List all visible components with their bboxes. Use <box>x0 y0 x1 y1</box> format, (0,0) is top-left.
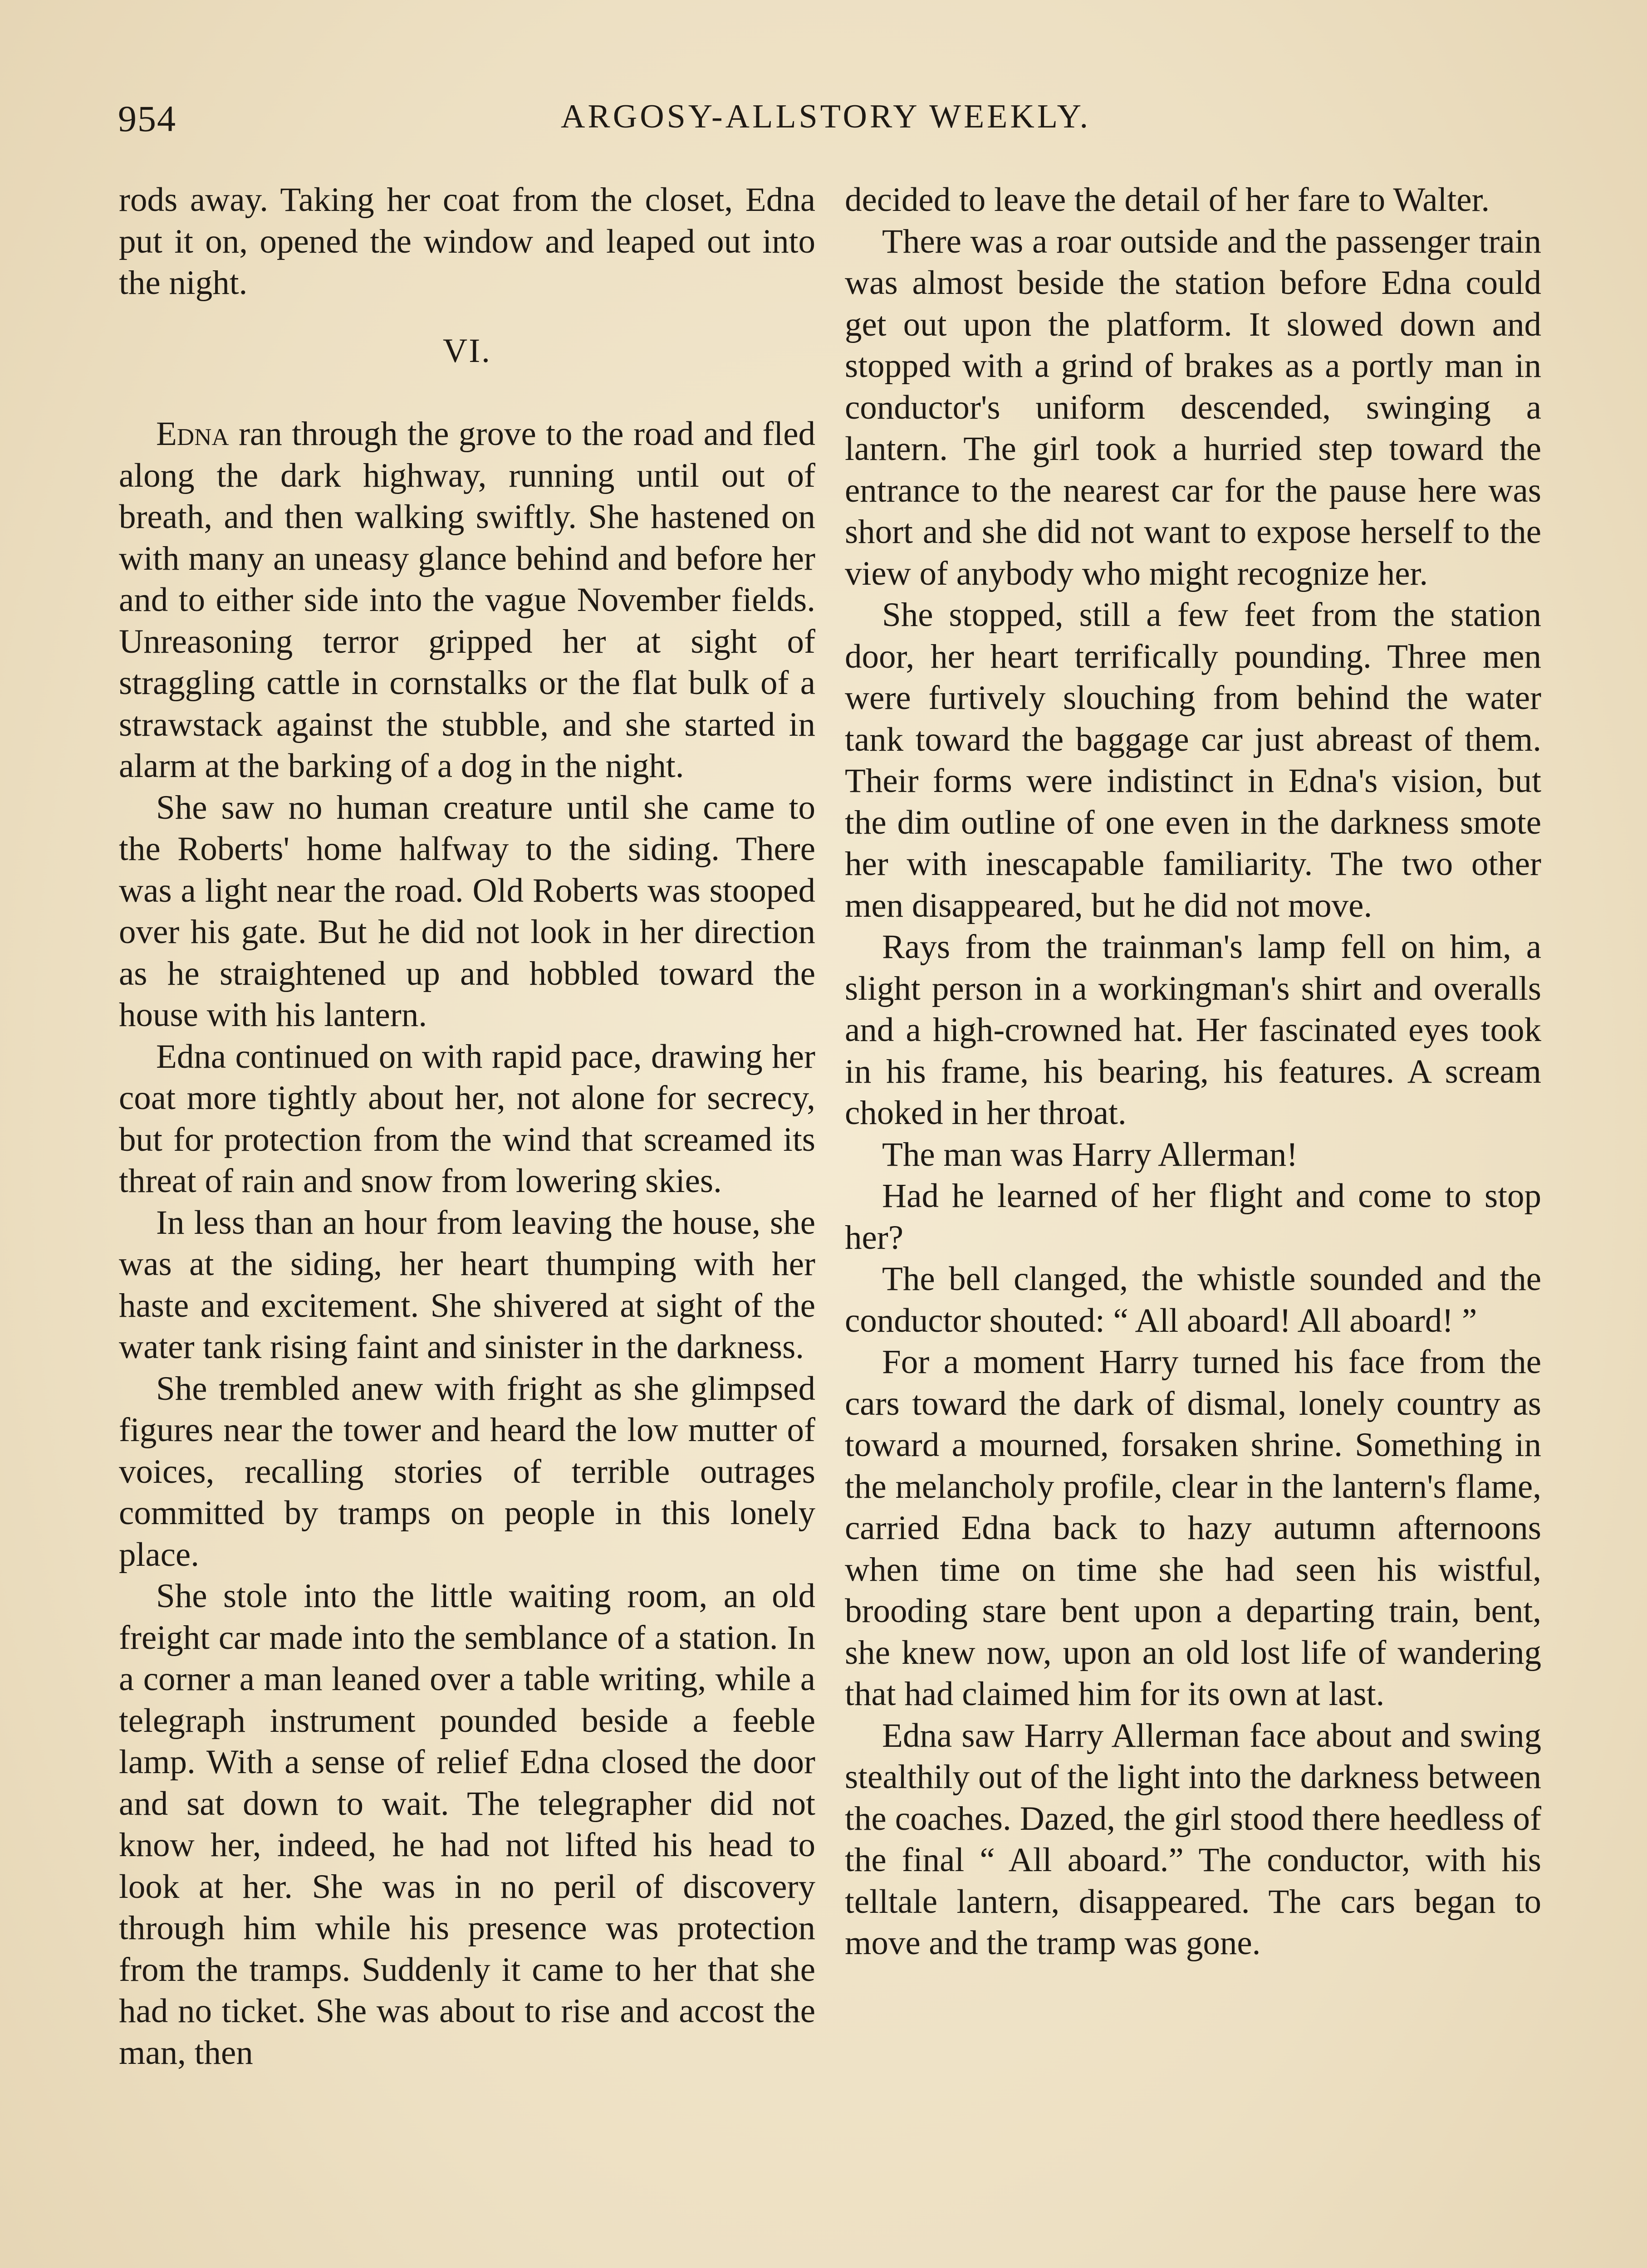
paragraph: decided to leave the detail of her fare to Walter. <box>845 181 1490 219</box>
page-number: 954 <box>118 98 176 139</box>
paragraph: Edna saw Harry Allerman face about and swing stealthily out of the light into the darkness between the coaches. Dazed, the girl stood there heedless of the final “ All aboard.” The conductor, with his telltale lantern, disappeared. The cars began to move and the tramp was gone. <box>845 1716 1541 1962</box>
page-header <box>118 98 1534 152</box>
paragraph <box>119 413 815 787</box>
paragraph: The man was Harry Allerman! <box>882 1135 1298 1173</box>
paragraph-lead-word: Edna <box>156 415 229 453</box>
paragraph: In less than an hour from leaving the house, she was at the siding, her heart thumping with her haste and excitement. She shivered at sight of the water tank rising faint and sinister in the darkness. <box>119 1203 815 1366</box>
paragraph: She stopped, still a few feet from the station door, her heart terrifically pounding. Three men were furtively slouching from behind the water tank toward the baggage car just abreast of them. Their forms were indistinct in Edna's vision, but the dim outline of one even in the darkness smote her with inescapable familiarity. The two other men disappeared, but he did not move. <box>845 596 1541 924</box>
paragraph-text: ran through the grove to the road and fled along the dark highway, running until out of breath, and then walking swiftly. She hastened on with many an uneasy glance behind and before her and to either side into the vague November fields. Unreasoning terror gripped her at sight of straggling cattle in cornstalks or the flat bulk of a strawstack against the stubble, and she started in alarm at the barking of a dog in the night. <box>119 415 815 785</box>
paragraph: rods away. Taking her coat from the closet, Edna put it on, opened the window and leaped out into the night. <box>119 181 815 302</box>
paragraph: For a moment Harry turned his face from the cars toward the dark of dismal, lonely country as toward a mourned, forsaken shrine. Something in the melancholy profile, clear in the lantern's flame, carried Edna back to hazy autumn afternoons when time on time she had seen his wistful, brooding stare bent upon a departing train, bent, she knew now, upon an old lost life of wandering that had claimed him for its own at last. <box>845 1343 1541 1713</box>
paragraph: Rays from the trainman's lamp fell on him, a slight person in a workingman's shirt and overalls and a high-crowned hat. Her fascinated eyes took in his frame, his bearing, his features. A scream choked in her throat. <box>845 928 1541 1132</box>
paragraph: Had he learned of her flight and come to stop her? <box>845 1177 1541 1256</box>
right-column <box>845 179 1541 1964</box>
running-title: ARGOSY-ALLSTORY WEEKLY. <box>560 98 1091 135</box>
left-column <box>119 179 815 2073</box>
paragraph: The bell clanged, the whistle sounded and the conductor shouted: “ All aboard! All aboard! ” <box>845 1260 1541 1339</box>
section-heading: VI. <box>443 332 491 370</box>
paragraph: She stole into the little waiting room, an old freight car made into the semblance of a station. In a corner a man leaned over a table writing, while a telegraph instrument pounded beside a feeble lamp. With a sense of relief Edna closed the door and sat down to wait. The telegrapher did not know her, indeed, he had not lifted his head to look at her. She was in no peril of discovery through him while his presence was protection from the tramps. Suddenly it came to her that she had no ticket. She was about to rise and accost the man, then <box>119 1577 815 2072</box>
paragraph: There was a roar outside and the passenger train was almost beside the station before Edna could get out upon the platform. It slowed down and stopped with a grind of brakes as a portly man in conductor's uniform descended, swinging a lantern. The girl took a hurried step toward the entrance to the nearest car for the pause here was short and she did not want to expose herself to the view of anybody who might recognize her. <box>845 222 1541 592</box>
paragraph: She trembled anew with fright as she glimpsed figures near the tower and heard the low mutter of voices, recalling stories of terrible outrages committed by tramps on people in this lonely place. <box>119 1369 815 1574</box>
paragraph: She saw no human creature until she came to the Roberts' home halfway to the siding. There was a light near the road. Old Roberts was stooped over his gate. But he did not look in her direction as he straightened up and hobbled toward the house with his lantern. <box>119 788 815 1034</box>
paragraph: Edna continued on with rapid pace, drawing her coat more tightly about her, not alone for secrecy, but for protection from the wind that screamed its threat of rain and snow from lowering skies. <box>119 1037 815 1200</box>
